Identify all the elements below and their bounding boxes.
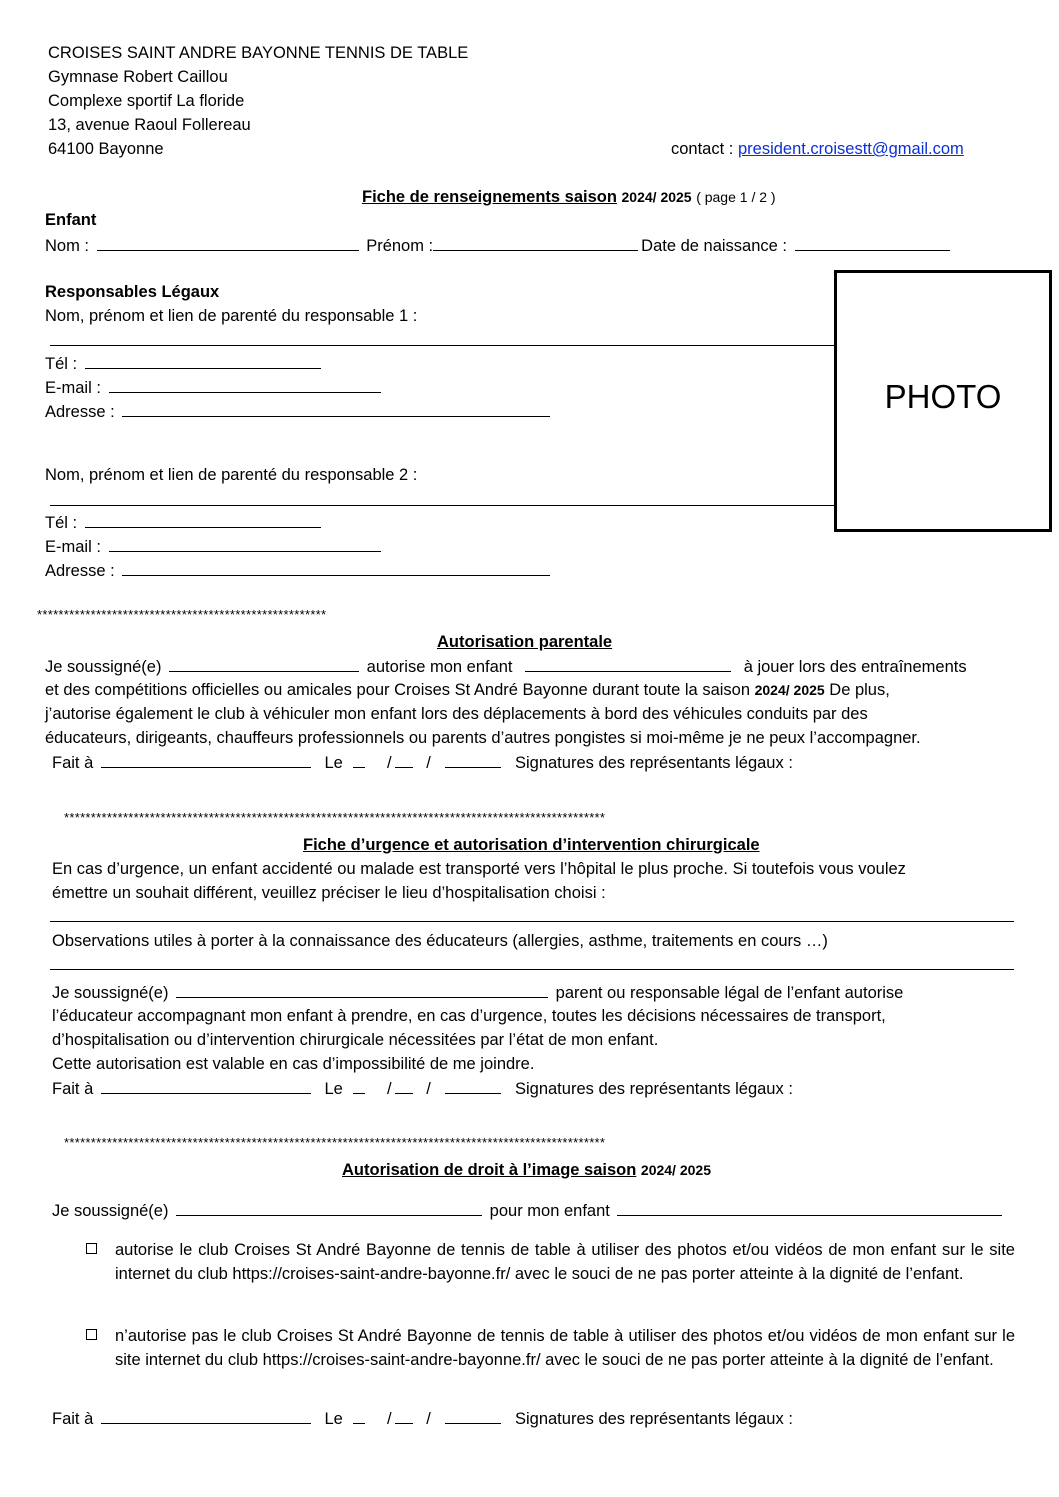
fait-a-label: Fait à bbox=[52, 1410, 94, 1428]
image-rights-signature-row bbox=[52, 1408, 793, 1429]
child-birthdate-label: Date de naissance : bbox=[641, 237, 787, 255]
resp1-address-field[interactable] bbox=[122, 401, 550, 417]
resp2-address-label: Adresse : bbox=[45, 562, 115, 580]
date-day-field[interactable] bbox=[353, 1408, 365, 1424]
resp2-address-field[interactable] bbox=[122, 560, 550, 576]
resp2-label: Nom, prénom et lien de parenté du responsable 2 : bbox=[45, 466, 418, 484]
info-sheet-page: ( page 1 / 2 ) bbox=[696, 189, 776, 205]
option-authorize-checkbox[interactable] bbox=[86, 1243, 97, 1254]
urgency-line-2: émettre un souhait différent, veuillez préciser le lieu d’hospitalisation choisi : bbox=[52, 884, 606, 902]
resp2-tel-label: Tél : bbox=[45, 514, 78, 532]
contact bbox=[671, 139, 964, 159]
option-refuse-checkbox[interactable] bbox=[86, 1329, 97, 1340]
image-rights-child-field[interactable] bbox=[617, 1200, 1002, 1216]
signature-label: Signatures des représentants légaux : bbox=[514, 1080, 793, 1098]
parental-line-1 bbox=[45, 656, 967, 677]
child-birthdate-field[interactable] bbox=[795, 235, 950, 251]
child-name-label: Nom : bbox=[45, 237, 90, 255]
urgency-observations: Observations utiles à porter à la connaissance des éducateurs (allergies, asthme, traitements en cours …) bbox=[52, 932, 828, 950]
date-slash: / bbox=[387, 754, 392, 772]
resp2-email-row bbox=[45, 536, 384, 557]
contact-email-link[interactable]: president.croisestt@gmail.com bbox=[737, 140, 964, 158]
parental-line-2-text: et des compétitions officielles ou amicales pour Croises St André Bayonne durant toute la saison bbox=[45, 681, 751, 699]
parental-child-field[interactable] bbox=[525, 656, 731, 672]
resp2-email-label: E-mail : bbox=[45, 538, 101, 556]
resp2-tel-row bbox=[45, 512, 324, 533]
resp1-tel-field[interactable] bbox=[85, 353, 321, 369]
urgency-line-1: En cas d’urgence, un enfant accidenté ou malade est transporté vers l’hôpital le plus proche. Si toutefois vous voulez bbox=[52, 860, 906, 878]
resp2-tel-field[interactable] bbox=[85, 512, 321, 528]
date-month-field[interactable] bbox=[395, 752, 413, 768]
fait-a-label: Fait à bbox=[52, 1080, 94, 1098]
image-rights-season: 2024/ 2025 bbox=[640, 1162, 711, 1178]
parental-line-4: éducateurs, dirigeants, chauffeurs professionnels ou parents d’autres pongistes si moi-même je ne peux l’accompagner. bbox=[45, 729, 921, 747]
option-authorize-text: autorise le club Croises St André Bayonne de tennis de table à utiliser des photos et/ou vidéos de mon enfant sur le site internet du club https://croises-saint-andre-bayonne.fr/ avec le souci de ne pas porter atteinte à la dignité de l’enfant. bbox=[115, 1241, 1015, 1283]
parental-play: à jouer lors des entraînements bbox=[743, 658, 967, 676]
urgency-line-a: l’éducateur accompagnant mon enfant à prendre, en cas d’urgence, toutes les décisions nécessaires de transport, bbox=[52, 1007, 886, 1025]
image-rights-undersigned-field[interactable] bbox=[176, 1200, 482, 1216]
date-slash: / bbox=[387, 1410, 392, 1428]
image-rights-title-row bbox=[342, 1160, 711, 1180]
option-refuse-text: n’autorise pas le club Croises St André Bayonne de tennis de table à utiliser des photos et/ou vidéos de mon enfant sur le site internet du club https://croises-saint-andre-bayonne.fr/ avec le souci de ne pas porter atteinte à la dignité de l’enfant. bbox=[115, 1327, 1015, 1369]
resp1-address-label: Adresse : bbox=[45, 403, 115, 421]
date-day-field[interactable] bbox=[353, 1078, 365, 1094]
parental-undersigned-field[interactable] bbox=[169, 656, 359, 672]
resp1-tel-label: Tél : bbox=[45, 355, 78, 373]
resp1-email-label: E-mail : bbox=[45, 379, 101, 397]
urgency-line-c: Cette autorisation est valable en cas d’impossibilité de me joindre. bbox=[52, 1055, 535, 1073]
photo-box[interactable] bbox=[834, 270, 1052, 532]
date-slash: / bbox=[387, 1080, 392, 1098]
parental-line-3: j’autorise également le club à véhiculer mon enfant lors des déplacements à bord des véhicules conduits par des bbox=[45, 705, 868, 723]
club-name: CROISES SAINT ANDRE BAYONNE TENNIS DE TABLE bbox=[48, 44, 469, 62]
parental-title: Autorisation parentale bbox=[437, 633, 613, 651]
resp2-email-field[interactable] bbox=[109, 536, 381, 552]
info-sheet-season: 2024/ 2025 bbox=[621, 189, 692, 205]
image-rights-for-child: pour mon enfant bbox=[489, 1202, 610, 1220]
observations-field[interactable] bbox=[50, 969, 1014, 970]
parental-signature-row bbox=[52, 752, 793, 773]
photo-label: PHOTO bbox=[884, 378, 1002, 415]
date-year-field[interactable] bbox=[445, 1408, 501, 1424]
date-slash: / bbox=[426, 1080, 431, 1098]
resp1-name-field[interactable] bbox=[50, 345, 834, 346]
image-rights-undersigned: Je soussigné(e) bbox=[52, 1202, 169, 1220]
parental-line-2-end: De plus, bbox=[829, 681, 890, 699]
signature-label: Signatures des représentants légaux : bbox=[514, 754, 793, 772]
resp1-label: Nom, prénom et lien de parenté du responsable 1 : bbox=[45, 307, 418, 325]
parental-line-2 bbox=[45, 680, 890, 700]
fait-a-field[interactable] bbox=[101, 1078, 311, 1094]
resp1-email-row bbox=[45, 377, 384, 398]
image-rights-undersigned-row bbox=[52, 1200, 1005, 1221]
le-label: Le bbox=[324, 754, 343, 772]
urgency-undersigned-end: parent ou responsable légal de l’enfant autorise bbox=[555, 984, 904, 1002]
urgency-signature-row bbox=[52, 1078, 793, 1099]
address-line-2: Complexe sportif La floride bbox=[48, 92, 245, 110]
image-rights-title: Autorisation de droit à l’image saison bbox=[342, 1161, 637, 1179]
resp1-email-field[interactable] bbox=[109, 377, 381, 393]
date-day-field[interactable] bbox=[353, 752, 365, 768]
fait-a-label: Fait à bbox=[52, 754, 94, 772]
contact-label: contact : bbox=[671, 140, 734, 158]
hospital-choice-field[interactable] bbox=[50, 921, 1014, 922]
parental-season: 2024/ 2025 bbox=[754, 682, 825, 698]
address-line-4: 64100 Bayonne bbox=[48, 140, 164, 158]
urgency-undersigned: Je soussigné(e) bbox=[52, 984, 169, 1002]
date-month-field[interactable] bbox=[395, 1078, 413, 1094]
address-line-3: 13, avenue Raoul Follereau bbox=[48, 116, 251, 134]
resp1-tel-row bbox=[45, 353, 324, 374]
resp2-address-row bbox=[45, 560, 553, 581]
fait-a-field[interactable] bbox=[101, 1408, 311, 1424]
separator-stars: ***************************************************************************************************** bbox=[64, 1136, 606, 1150]
child-name-field[interactable] bbox=[97, 235, 359, 251]
fait-a-field[interactable] bbox=[101, 752, 311, 768]
date-slash: / bbox=[426, 754, 431, 772]
le-label: Le bbox=[324, 1410, 343, 1428]
child-row bbox=[45, 235, 953, 256]
info-sheet-title: Fiche de renseignements saison bbox=[362, 188, 617, 206]
date-slash: / bbox=[426, 1410, 431, 1428]
parental-authorize: autorise mon enfant bbox=[366, 658, 513, 676]
urgency-line-b: d’hospitalisation ou d’intervention chirurgicale nécessitées par l’état de mon enfant. bbox=[52, 1031, 659, 1049]
date-year-field[interactable] bbox=[445, 1078, 501, 1094]
date-year-field[interactable] bbox=[445, 752, 501, 768]
info-sheet-title-row bbox=[362, 187, 776, 207]
child-heading: Enfant bbox=[45, 211, 97, 229]
separator-stars: ***************************************************************************************************** bbox=[64, 811, 606, 825]
separator-stars: ****************************************************** bbox=[37, 608, 327, 622]
urgency-undersigned-field[interactable] bbox=[176, 982, 548, 998]
parental-undersigned: Je soussigné(e) bbox=[45, 658, 162, 676]
urgency-undersigned-row bbox=[52, 982, 903, 1003]
resp1-address-row bbox=[45, 401, 553, 422]
date-month-field[interactable] bbox=[395, 1408, 413, 1424]
guardians-heading: Responsables Légaux bbox=[45, 283, 220, 301]
child-firstname-field[interactable] bbox=[433, 235, 638, 251]
le-label: Le bbox=[324, 1080, 343, 1098]
address-line-1: Gymnase Robert Caillou bbox=[48, 68, 228, 86]
child-firstname-label: Prénom : bbox=[366, 237, 434, 255]
resp2-name-field[interactable] bbox=[50, 505, 834, 506]
signature-label: Signatures des représentants légaux : bbox=[514, 1410, 793, 1428]
urgency-title: Fiche d’urgence et autorisation d’intervention chirurgicale bbox=[303, 836, 760, 854]
